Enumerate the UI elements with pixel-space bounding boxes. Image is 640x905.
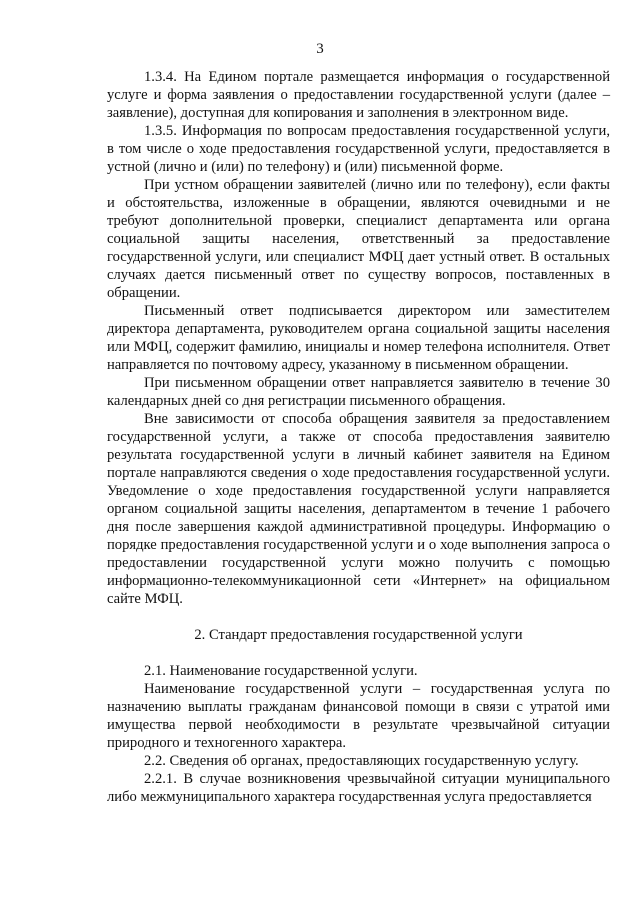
paragraph-written-answer: Письменный ответ подписывается директором или заместителем директора департамента, руководителем органа социальной защиты населения или МФЦ, содержит фамилию, инициалы и номер телефона исполнителя. Ответ направляется по почтовому адресу, указанному в письменном обращении. (107, 303, 610, 373)
paragraph-written-request: При письменном обращении ответ направляется заявителю в течение 30 календарных дней со дня регистрации письменного обращения. (107, 375, 610, 409)
paragraph-1-3-4: 1.3.4. На Едином портале размещается информация о государственной услуге и форма заявления о предоставлении государственной услуги (далее – заявление), доступная для копирования и заполнения в электронном виде. (107, 69, 610, 121)
paragraph-service-name: Наименование государственной услуги – государственная услуга по назначению выплаты гражданам финансовой помощи в связи с утратой ими имущества первой необходимости в результате чрезвычайной ситуации природного и техногенного характера. (107, 681, 610, 751)
paragraph-1-3-5: 1.3.5. Информация по вопросам предоставления государственной услуги, в том числе о ходе предоставления государственной услуги, предоставляется в устной (лично и (или) по телефону) и (или) письменной форме. (107, 123, 610, 175)
paragraph-progress-info: Вне зависимости от способа обращения заявителя за предоставлением государственной услуги, а также от способа предоставления заявителю результата государственной услуги в личный кабинет заявителя на Едином портале направляются сведения о ходе предоставления государственной услуги. Уведомление о ходе предоставления государственной услуги направляется органом социальной защиты населения, департаментом в течение 1 рабочего дня после завершения каждой административной процедуры. Информацию о порядке предоставления государственной услуги и о ходе выполнения запроса о предоставлении государственной услуги можно получить с помощью информационно-телекоммуникационной сети «Интернет» на официальном сайте МФЦ. (107, 411, 610, 607)
paragraph-2-2: 2.2. Сведения об органах, предоставляющих государственную услугу. (144, 753, 579, 769)
document-body (107, 68, 610, 806)
paragraph-oral-request: При устном обращении заявителей (лично или по телефону), если факты и обстоятельства, изложенные в обращении, являются очевидными и не требуют дополнительной проверки, специалист департамента или органа социальной защиты населения, ответственный за предоставление государственной услуги, или специалист МФЦ дает устный ответ. В остальных случаях дается письменный ответ по существу вопросов, поставленных в обращении. (107, 177, 610, 301)
paragraph-2-1: 2.1. Наименование государственной услуги. (144, 663, 418, 679)
page-number: 3 (316, 41, 324, 57)
paragraph-2-2-1: 2.2.1. В случае возникновения чрезвычайной ситуации муниципального либо межмуниципального характера государственная услуга предоставляется (107, 771, 610, 805)
section-heading: 2. Стандарт предоставления государственной услуги (194, 627, 523, 643)
